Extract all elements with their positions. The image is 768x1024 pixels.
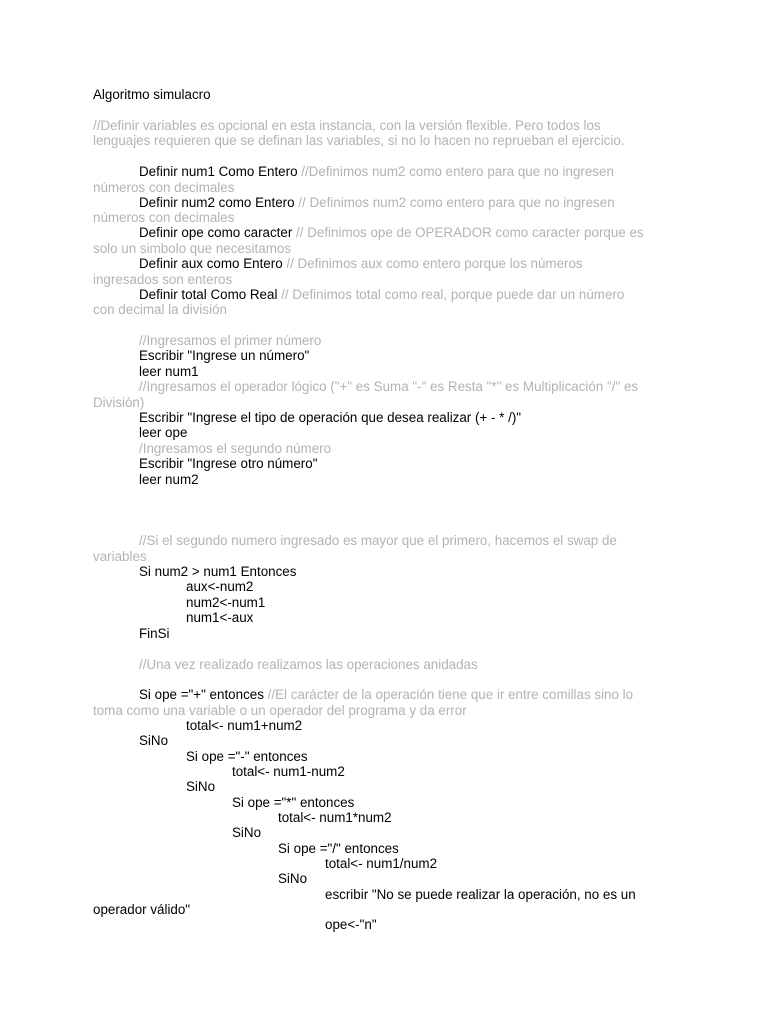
code-line: aux<-num2 bbox=[186, 579, 254, 594]
definition-line bbox=[139, 164, 614, 180]
definition-comment-cont: ingresados son enteros bbox=[93, 272, 233, 287]
definition-line bbox=[139, 287, 624, 303]
definition-line bbox=[139, 256, 583, 272]
definition-comment: //Definimos num2 como entero para que no ingresen bbox=[301, 164, 614, 179]
input-comment-2-cont: División) bbox=[93, 395, 145, 410]
definition-comment-cont: solo un simbolo que necesitamos bbox=[93, 241, 291, 256]
code-line: SiNo bbox=[139, 733, 169, 748]
definition-comment: // Definimos total como real, porque puede dar un número bbox=[281, 287, 625, 302]
definition-comment-cont: números con decimales bbox=[93, 180, 235, 195]
input-comment-2: //Ingresamos el operador lógico ("+" es Suma "-" es Resta "*" es Multiplicación "/" es bbox=[139, 379, 639, 394]
definition-comment: // Definimos ope de OPERADOR como caracter porque es bbox=[296, 225, 644, 240]
code-line: Escribir "Ingrese el tipo de operación que desea realizar (+ - * /)" bbox=[139, 410, 522, 425]
code-line: Si ope ="*" entonces bbox=[232, 795, 355, 810]
definition-code: Definir ope como caracter bbox=[139, 225, 293, 240]
document-title: Algoritmo simulacro bbox=[93, 87, 211, 102]
code-line: SiNo bbox=[232, 825, 262, 840]
definition-comment-cont: con decimal la división bbox=[93, 302, 227, 317]
code-line: Si ope ="-" entonces bbox=[186, 749, 308, 764]
definition-code: Definir total Como Real bbox=[139, 287, 278, 302]
code-line: Escribir "Ingrese un número" bbox=[139, 348, 310, 363]
code-line: Si ope ="/" entonces bbox=[278, 841, 399, 856]
definition-comment: // Definimos aux como entero porque los números bbox=[286, 256, 583, 271]
code-line-cont: operador válido" bbox=[93, 902, 191, 917]
code-line: num1<-aux bbox=[186, 610, 254, 625]
code-line: SiNo bbox=[186, 779, 216, 794]
code-line: Si num2 > num1 Entonces bbox=[139, 564, 297, 579]
code-text: Si ope ="+" entonces bbox=[139, 687, 264, 702]
input-comment-1: //Ingresamos el primer número bbox=[139, 333, 322, 348]
code-line: SiNo bbox=[278, 871, 308, 886]
code-line: total<- num1*num2 bbox=[278, 810, 392, 825]
code-line: total<- num1-num2 bbox=[232, 764, 345, 779]
code-comment-cont: toma como una variable o un operador del programa y da error bbox=[93, 703, 467, 718]
definition-comment-cont: números con decimales bbox=[93, 210, 235, 225]
intro-comment-line-1: //Definir variables es opcional en esta instancia, con la versión flexible. Pero todos los bbox=[93, 118, 601, 133]
definition-comment: // Definimos num2 como entero para que no ingresen bbox=[298, 195, 615, 210]
code-line: leer ope bbox=[139, 425, 188, 440]
ops-comment: //Una vez realizado realizamos las operaciones anidadas bbox=[139, 657, 478, 672]
code-line: escribir "No se puede realizar la operación, no es un bbox=[325, 887, 636, 902]
swap-comment: //Si el segundo numero ingresado es mayor que el primero, hacemos el swap de bbox=[139, 533, 617, 548]
code-line: leer num2 bbox=[139, 472, 199, 487]
code-line: ope<-"n" bbox=[325, 917, 377, 932]
code-line: total<- num1/num2 bbox=[325, 856, 438, 871]
code-line: num2<-num1 bbox=[186, 595, 266, 610]
definition-line bbox=[139, 195, 615, 211]
definition-code: Definir num2 como Entero bbox=[139, 195, 295, 210]
definition-code: Definir aux como Entero bbox=[139, 256, 283, 271]
definition-code: Definir num1 Como Entero bbox=[139, 164, 298, 179]
definition-line bbox=[139, 225, 644, 241]
input-comment-3: /Ingresamos el segundo número bbox=[139, 441, 332, 456]
code-line: leer num1 bbox=[139, 364, 199, 379]
code-line bbox=[139, 687, 633, 703]
intro-comment-line-2: lenguajes requieren que se definan las variables, si no lo hacen no reprueban el ejercicio. bbox=[93, 133, 625, 148]
code-line: total<- num1+num2 bbox=[186, 718, 303, 733]
code-comment: //El carácter de la operación tiene que ir entre comillas sino lo bbox=[267, 687, 634, 702]
swap-comment-cont: variables bbox=[93, 549, 147, 564]
code-line: FinSi bbox=[139, 626, 170, 641]
code-line: Escribir "Ingrese otro número" bbox=[139, 456, 318, 471]
